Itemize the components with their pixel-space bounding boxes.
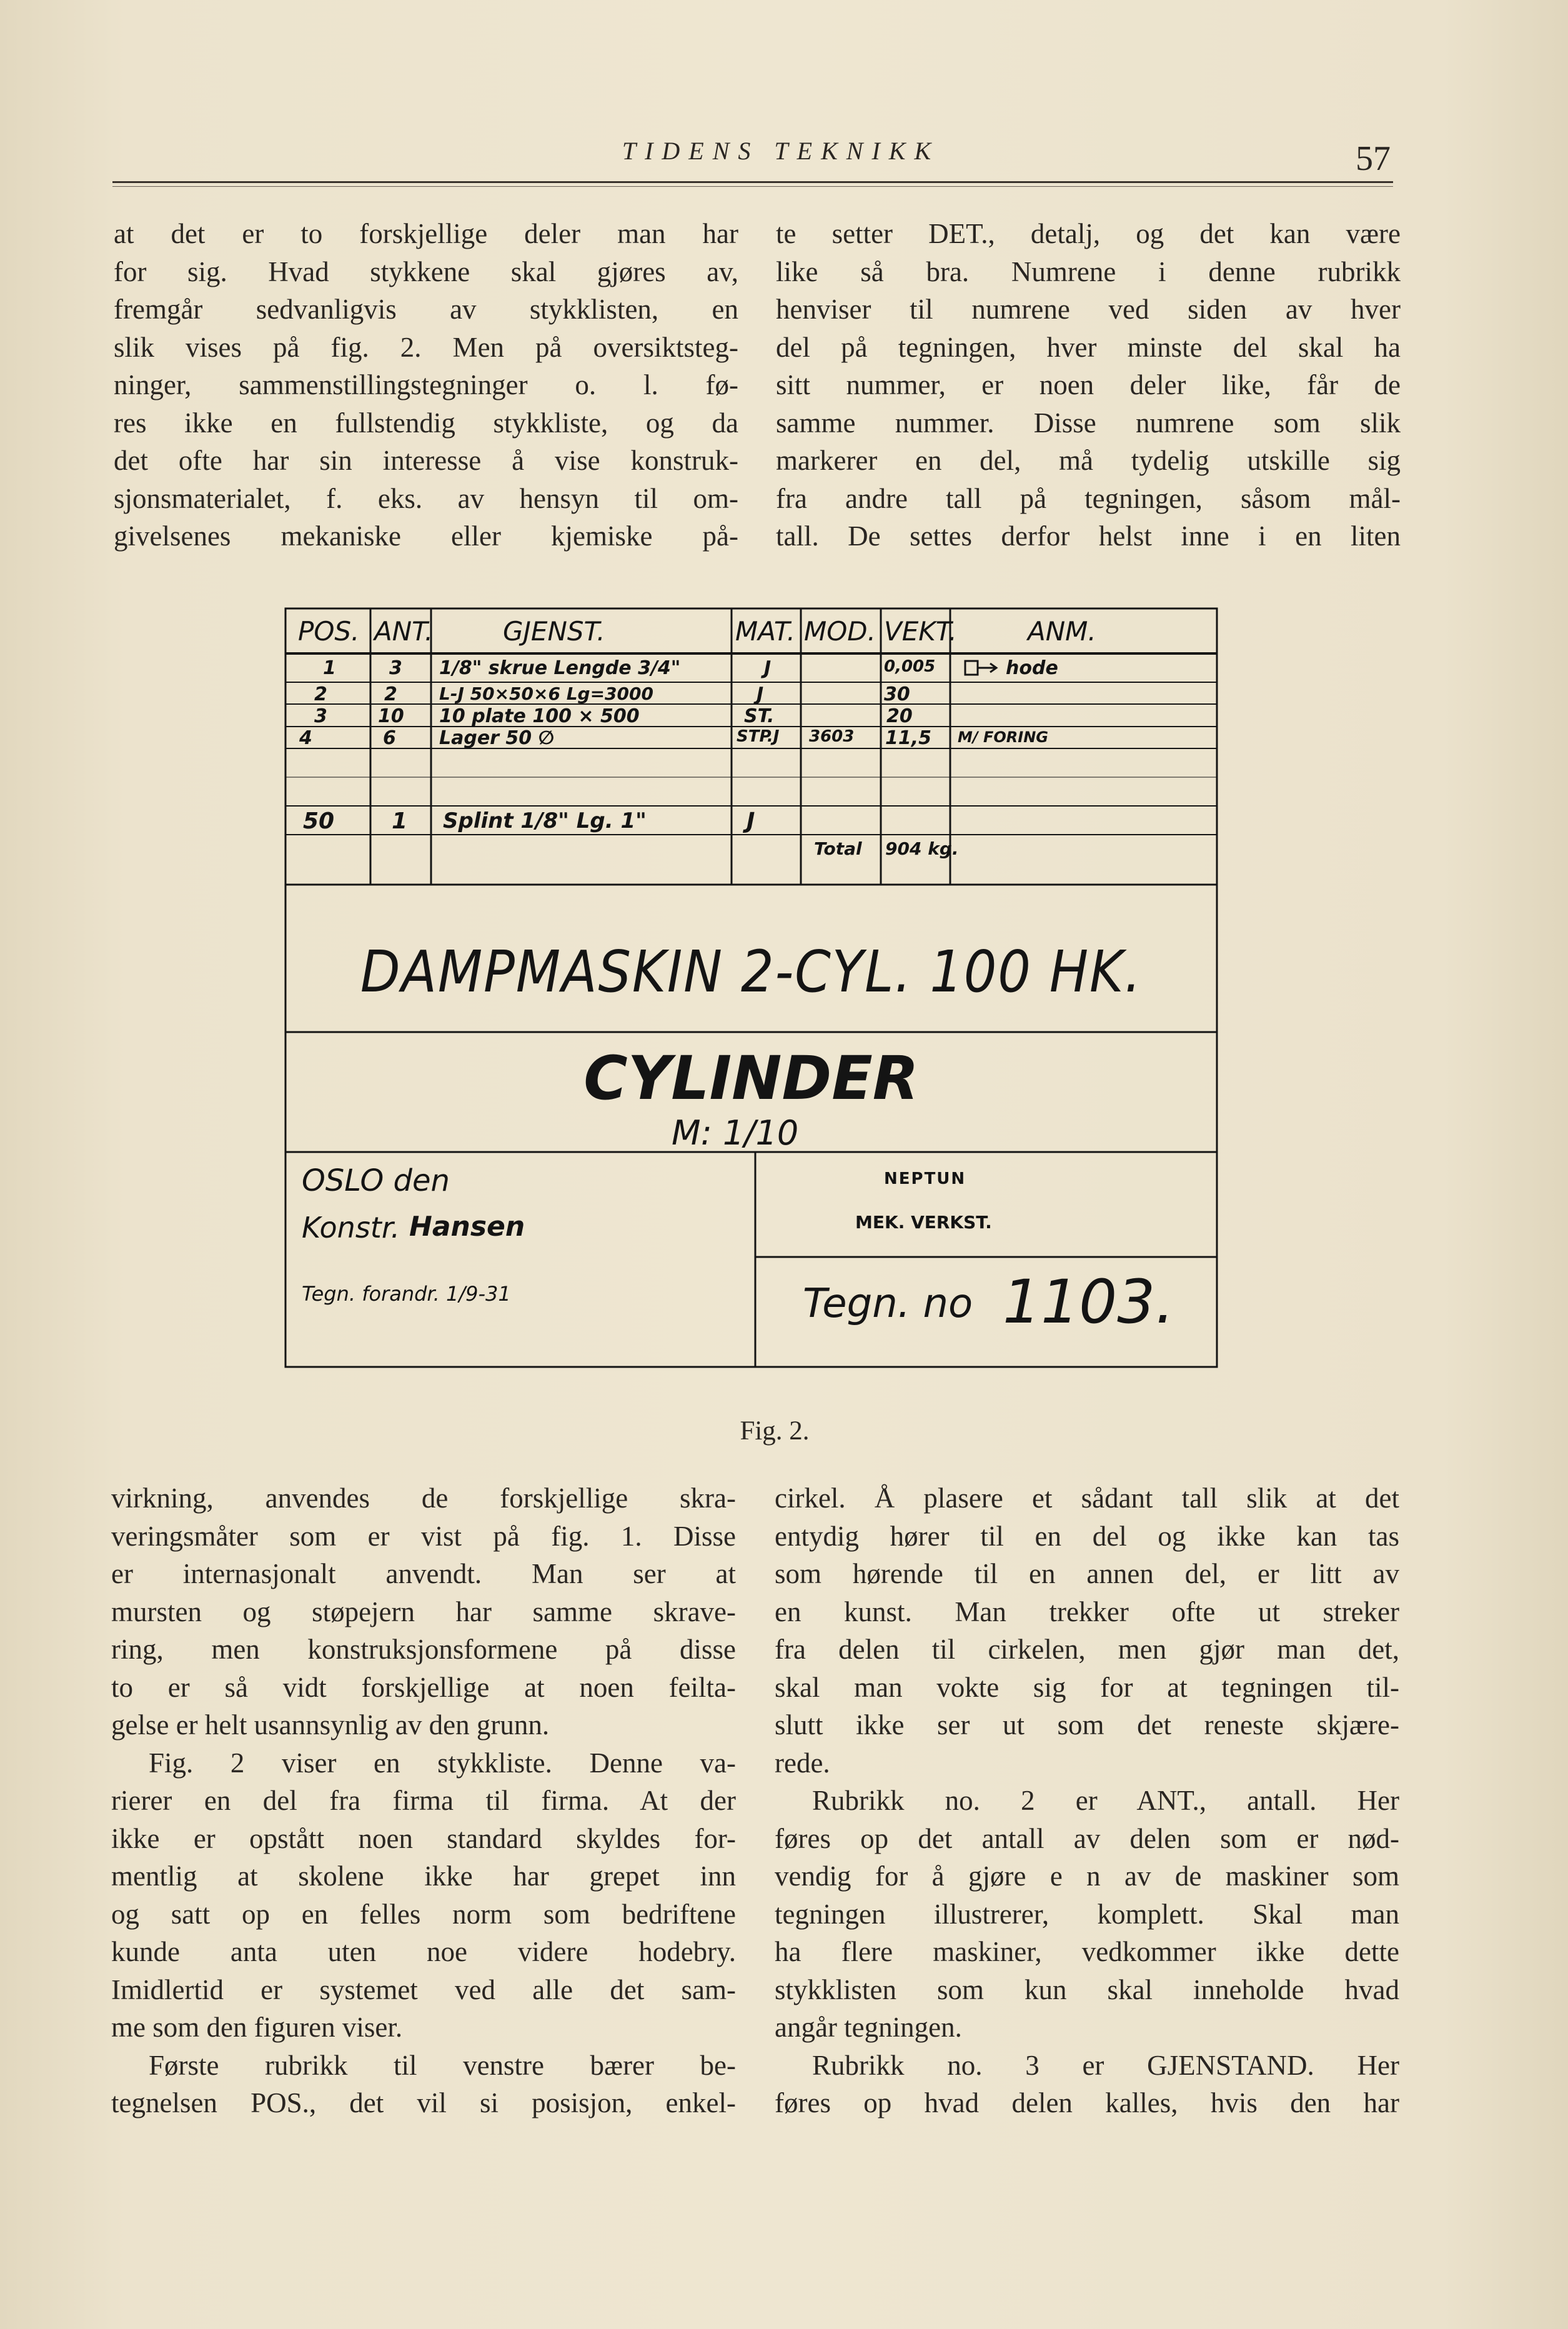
text-line: vendig for å gjøre e n av de maskiner som xyxy=(775,1860,1399,1892)
row-3-vekt: 20 xyxy=(886,705,913,727)
scale-label: M: 1/10 xyxy=(672,1113,799,1153)
text-line: markerer en del, må tydelig utskille sig xyxy=(776,445,1401,476)
running-head: TIDENS TEKNIKK xyxy=(622,137,940,165)
row-1-mat: J xyxy=(764,657,772,679)
header-mat: MAT. xyxy=(735,616,795,647)
header-ant: ANT. xyxy=(374,616,434,647)
text-line: me som den figuren viser. xyxy=(111,2012,403,2043)
text-line: det ofte har sin interesse å vise konstruk- xyxy=(114,445,738,476)
row-2-mat: J xyxy=(757,683,764,705)
konstr-signature: Hansen xyxy=(409,1211,525,1243)
arrow-icon xyxy=(965,661,996,675)
text-line: Første rubrikk til venstre bærer be- xyxy=(149,2049,736,2081)
row-2-pos: 2 xyxy=(314,683,327,705)
text-line: skal man vokte sig for at tegningen til- xyxy=(775,1671,1399,1703)
text-line: fra delen til cirkelen, men gjør man det, xyxy=(775,1634,1399,1665)
text-line: ha flere maskiner, vedkommer ikke dette xyxy=(775,1936,1399,1967)
text-line: for sig. Hvad stykkene skal gjøres av, xyxy=(114,256,738,287)
text-line: ikke er opstått noen standard skyldes for- xyxy=(111,1822,736,1854)
text-line: slik vises på fig. 2. Men på oversiktsteg- xyxy=(114,331,738,363)
text-line: sjonsmaterialet, f. eks. av hensyn til om- xyxy=(114,482,738,514)
text-line: og satt op en felles norm som bedriftene xyxy=(111,1898,736,1930)
text-line: rede. xyxy=(775,1747,830,1779)
page-number: 57 xyxy=(1356,139,1391,178)
row-4-pos: 4 xyxy=(299,727,312,749)
text-line: ninger, sammenstillingstegninger o. l. fø- xyxy=(114,369,738,400)
text-line: fra andre tall på tegningen, såsom mål- xyxy=(776,482,1401,514)
company-logo: NEPTUN xyxy=(884,1169,966,1188)
row-4-anm: M/ FORING xyxy=(958,728,1048,746)
text-line: kunde anta uten noe videre hodebry. xyxy=(111,1936,736,1967)
machine-title: DAMPMASKIN 2-CYL. 100 HK. xyxy=(360,938,1143,1005)
text-line: Rubrikk no. 3 er GJENSTAND. Her xyxy=(812,2049,1399,2081)
column-bottom-right xyxy=(775,1479,1399,2122)
drawing-no-label: Tegn. no xyxy=(803,1281,973,1327)
text-line: som hørende til en annen del, er litt av xyxy=(775,1558,1399,1589)
text-line: mursten og støpejern har samme skrave- xyxy=(111,1596,736,1627)
header-rule-thin xyxy=(112,186,1393,187)
title-block-drawing xyxy=(284,607,1218,1368)
text-line: like så bra. Numrene i denne rubrikk xyxy=(776,256,1401,287)
row-1-anm: hode xyxy=(1006,657,1058,679)
figure-caption: Fig. 2. xyxy=(740,1416,810,1446)
row-3-ant: 10 xyxy=(378,705,404,727)
text-line: virkning, anvendes de forskjellige skra- xyxy=(111,1482,736,1514)
row-1-pos: 1 xyxy=(323,657,336,679)
row-1-vekt: 0,005 xyxy=(884,657,936,676)
row-50-ant: 1 xyxy=(392,808,408,834)
total-label: Total xyxy=(814,838,862,859)
konstr-label: Konstr. xyxy=(302,1211,400,1244)
row-2-vekt: 30 xyxy=(884,683,910,705)
text-line: samme nummer. Disse numrene som slik xyxy=(776,407,1401,439)
text-line: ring, men konstruksjonsformene på disse xyxy=(111,1634,736,1665)
header-anm: ANM. xyxy=(1028,616,1096,647)
text-line: gelse er helt usannsynlig av den grunn. xyxy=(111,1709,550,1741)
company-name: MEK. VERKST. xyxy=(855,1212,992,1233)
text-line: tall. De settes derfor helst inne i en liten xyxy=(776,520,1401,552)
text-line: to er så vidt forskjellige at noen feilta- xyxy=(111,1671,736,1703)
text-line: tegnelsen POS., det vil si posisjon, enkel- xyxy=(111,2087,736,2118)
text-line: sitt nummer, er noen deler like, får de xyxy=(776,369,1401,400)
text-line: stykklisten som kun skal inneholde hvad xyxy=(775,1974,1399,2005)
row-4-vekt: 11,5 xyxy=(885,727,932,749)
row-4-ant: 6 xyxy=(383,727,396,749)
text-line: rierer en del fra firma til firma. At der xyxy=(111,1785,736,1816)
row-50-pos: 50 xyxy=(303,808,335,834)
place-date: OSLO den xyxy=(302,1163,450,1198)
text-line: slutt ikke ser ut som det reneste skjære- xyxy=(775,1709,1399,1741)
text-line: mentlig at skolene ikke har grepet inn xyxy=(111,1860,736,1892)
row-1-ant: 3 xyxy=(389,657,402,679)
row-4-mat: STP.J xyxy=(737,727,780,746)
row-50-mat: J xyxy=(747,808,755,834)
row-4-mod: 3603 xyxy=(809,727,855,746)
text-line: føres op hvad delen kalles, hvis den har xyxy=(775,2087,1399,2118)
row-4-gjenst: Lager 50 ∅ xyxy=(439,727,555,749)
header-pos: POS. xyxy=(298,616,360,647)
text-line: tegningen illustrerer, komplett. Skal man xyxy=(775,1898,1399,1930)
column-bottom-left xyxy=(111,1479,736,2122)
row-3-gjenst: 10 plate 100 × 500 xyxy=(439,705,640,727)
row-3-mat: ST. xyxy=(744,705,775,727)
row-2-ant: 2 xyxy=(384,683,397,705)
text-line: del på tegningen, hver minste del skal ha xyxy=(776,331,1401,363)
row-50-gjenst: Splint 1/8" Lg. 1" xyxy=(443,808,647,833)
header-mod: MOD. xyxy=(804,616,876,647)
header-rule xyxy=(112,181,1393,183)
drawing-number: 1103. xyxy=(1003,1267,1174,1337)
tegn-forandr: Tegn. forandr. 1/9-31 xyxy=(302,1282,511,1306)
header-gjenst: GJENST. xyxy=(503,616,605,647)
text-line: givelsenes mekaniske eller kjemiske på- xyxy=(114,520,738,552)
text-line: res ikke en fullstendig stykkliste, og da xyxy=(114,407,738,439)
text-line: Imidlertid er systemet ved alle det sam- xyxy=(111,1974,736,2005)
text-line: te setter DET., detalj, og det kan være xyxy=(776,218,1401,249)
row-1-gjenst: 1/8" skrue Lengde 3/4" xyxy=(439,657,681,679)
column-top-right xyxy=(776,215,1401,555)
column-top-left xyxy=(114,215,738,555)
text-line: Rubrikk no. 2 er ANT., antall. Her xyxy=(812,1785,1399,1816)
text-line: entydig hører til en del og ikke kan tas xyxy=(775,1520,1399,1552)
text-line: angår tegningen. xyxy=(775,2012,962,2043)
text-line: en kunst. Man trekker ofte ut streker xyxy=(775,1596,1399,1627)
text-line: er internasjonalt anvendt. Man ser at xyxy=(111,1558,736,1589)
row-3-pos: 3 xyxy=(314,705,327,727)
total-value: 904 kg. xyxy=(885,838,959,859)
text-line: Fig. 2 viser en stykkliste. Denne va- xyxy=(149,1747,736,1779)
text-line: veringsmåter som er vist på fig. 1. Disse xyxy=(111,1520,736,1552)
part-title: CYLINDER xyxy=(583,1043,919,1113)
header-vekt: VEKT. xyxy=(884,616,957,647)
text-line: cirkel. Å plasere et sådant tall slik at det xyxy=(775,1482,1399,1514)
text-line: fremgår sedvanligvis av stykklisten, en xyxy=(114,294,738,325)
text-line: henviser til numrene ved siden av hver xyxy=(776,294,1401,325)
text-line: at det er to forskjellige deler man har xyxy=(114,218,738,249)
row-2-gjenst: L-J 50×50×6 Lg=3000 xyxy=(439,683,653,704)
text-line: føres op det antall av delen som er nød- xyxy=(775,1822,1399,1854)
